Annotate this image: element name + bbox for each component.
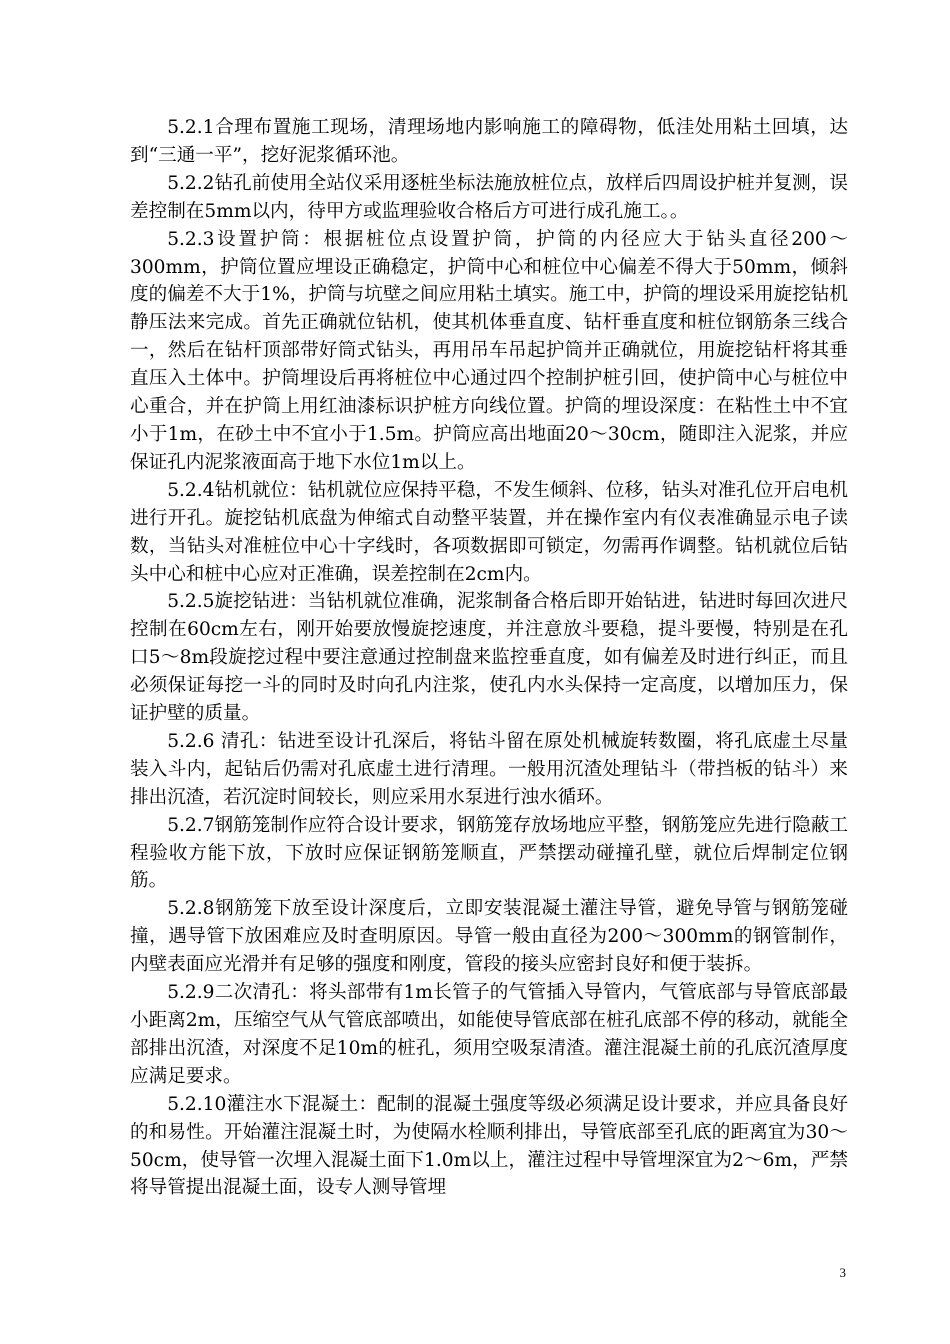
paragraph-5-2-7: 5.2.7钢筋笼制作应符合设计要求，钢筋笼存放场地应平整，钢筋笼应先进行隐蔽工程验收方能下放，下放时应保证钢筋笼顺直，严禁摆动碰撞孔壁，就位后焊制定位钢筋。 [130,814,848,892]
paragraph-5-2-8: 5.2.8钢筋笼下放至设计深度后，立即安装混凝土灌注导管，避免导管与钢筋笼碰撞，遇导管下放困难应及时查明原因。导管一般由直径为200～300mm的钢管制作，内壁表面应光滑并有足够的强度和刚度，管段的接头应密封良好和便于装拆。 [130,898,848,976]
paragraph-5-2-1: 5.2.1合理布置施工现场，清理场地内影响施工的障碍物，低洼处用粘土回填，达到“三通一平”，挖好泥浆循环池。 [130,117,848,166]
paragraph-5-2-9: 5.2.9二次清孔：将头部带有1m长管子的气管插入导管内，气管底部与导管底部最小距离2m，压缩空气从气管底部喷出，如能使导管底部在桩孔底部不停的移动，就能全部排出沉渣，对深度不足10m的桩孔，须用空吸泵清渣。灌注混凝土前的孔底沉渣厚度应满足要求。 [130,982,848,1087]
document-body [130,114,848,1202]
paragraph-5-2-10: 5.2.10灌注水下混凝土：配制的混凝土强度等级必须满足设计要求，并应具备良好的和易性。开始灌注混凝土时，为使隔水栓顺利排出，导管底部至孔底的距离宜为30～50cm，使导管一次埋入混凝土面下1.0m以上，灌注过程中导管埋深宜为2～6m，严禁将导管提出混凝土面，设专人测导管埋 [130,1093,848,1199]
page-number: 3 [839,1265,846,1280]
paragraph-5-2-3: 5.2.3设置护筒：根据桩位点设置护筒，护筒的内径应大于钻头直径200～300mm，护筒位置应埋设正确稳定，护筒中心和桩位中心偏差不得大于50mm，倾斜度的偏差不大于1%，护筒与坑壁之间应用粘土填实。施工中，护筒的埋设采用旋挖钻机静压法来完成。首先正确就位钻机，使其机体垂直度、钻杆垂直度和桩位钢筋条三线合一，然后在钻杆顶部带好筒式钻头，再用吊车吊起护筒并正确就位，用旋挖钻杆将其垂直压入土体中。护筒埋设后再将桩位中心通过四个控制护桩引回，使护筒中心与桩位中心重合，并在护筒上用红油漆标识护桩方向线位置。护筒的埋设深度：在粘性土中不宜小于1m，在砂土中不宜小于1.5m。护筒应高出地面20～30cm，随即注入泥浆，并应保证孔内泥浆液面高于地下水位1m以上。 [130,228,848,473]
paragraph-5-2-4: 5.2.4钻机就位：钻机就位应保持平稳，不发生倾斜、位移，钻头对准孔位开启电机进行开孔。旋挖钻机底盘为伸缩式自动整平装置，并在操作室内有仪表准确显示电子读数，当钻头对准桩位中心十字线时，各项数据即可锁定，勿需再作调整。钻机就位后钻头中心和桩中心应对正准确，误差控制在2cm内。 [130,479,848,585]
paragraph-5-2-2: 5.2.2钻孔前使用全站仪采用逐桩坐标法施放桩位点，放样后四周设护桩并复测，误差控制在5mm以内，待甲方或监理验收合格后方可进行成孔施工。。 [130,172,848,222]
paragraph-5-2-5: 5.2.5旋挖钻进：当钻机就位准确，泥浆制备合格后即开始钻进，钻进时每回次进尺控制在60cm左右，刚开始要放慢旋挖速度，并注意放斗要稳，提斗要慢，特别是在孔口5～8m段旋挖过程中要注意通过控制盘来监控垂直度，如有偏差及时进行纠正，而且必须保证每挖一斗的同时及时向孔内注浆，使孔内水头保持一定高度，以增加压力，保证护壁的质量。 [130,591,848,725]
paragraph-5-2-6: 5.2.6 清孔：钻进至设计孔深后，将钻斗留在原处机械旋转数圈，将孔底虚土尽量装入斗内，起钻后仍需对孔底虚土进行清理。一般用沉渣处理钻斗（带挡板的钻斗）来排出沉渣，若沉淀时间较长，则应采用水泵进行浊水循环。 [130,730,848,808]
